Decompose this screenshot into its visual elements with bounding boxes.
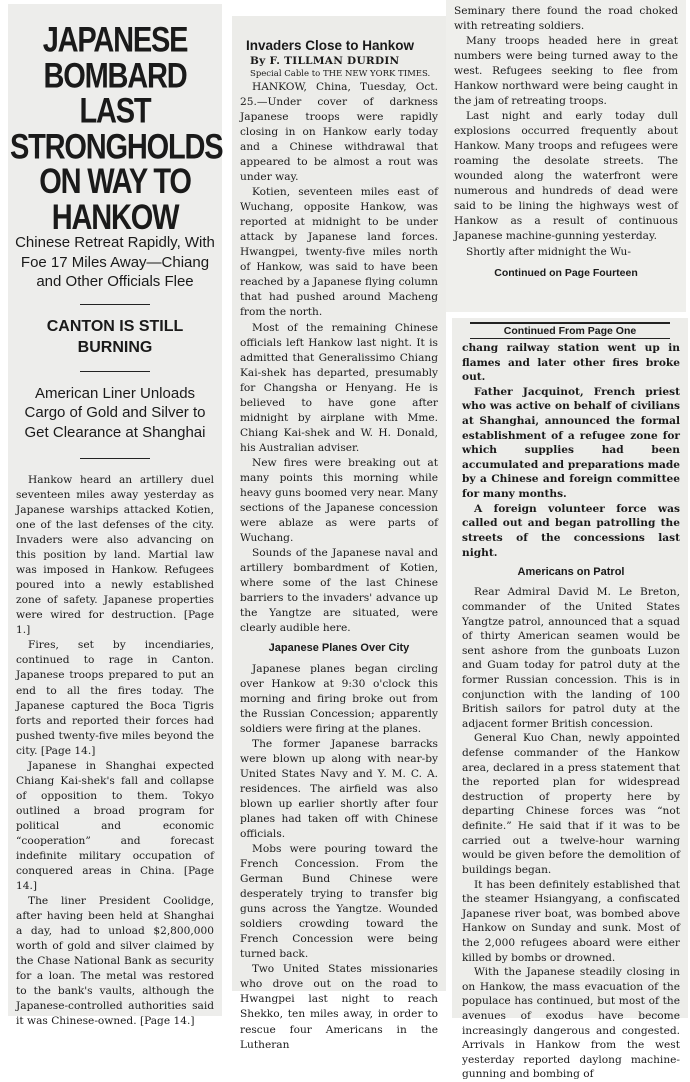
story-paragraph: Kotien, seventeen miles east of Wuchang, opposite Hankow, was reported at midnight to be under attack by Japanese land forces. Hwangpei, twenty-five miles north of Hankow, was said to have been reached by a Japanese flying column that had pushed around Macheng from the north. bbox=[240, 186, 438, 319]
subhead-planes: Japanese Planes Over City bbox=[268, 642, 410, 655]
subhead-americans-patrol: Americans on Patrol bbox=[517, 566, 625, 579]
jump-paragraph: Father Jacquinot, French priest who was active on behalf of civilians at Shanghai, announced the formal establishment of a refugee zone for which supplies had been accumulated and preparations made by a Chinese and foreign committee for many months. bbox=[462, 385, 680, 501]
jump-body bbox=[462, 341, 680, 1082]
story-paragraph: HANKOW, China, Tuesday, Oct. 25.—Under cover of darkness Japanese troops were rapidly closing in on Hankow early today and a Chinese withdrawal that appeared to be almost a rout was under way. bbox=[240, 81, 438, 184]
summary-paragraph: Hankow heard an artillery duel seventeen miles away yesterday as Japanese warships attacked Kotien, one of the last defenses of the city. Invaders were also advancing on this position by land. Martial law was imposed in Hankow. Refugees poured into a newly established zone of safety. Japanese properties were wired for destruction. [Page 1.] bbox=[16, 474, 214, 637]
story-paragraph: Seminary there found the road choked with retreating soldiers. bbox=[454, 5, 678, 33]
story-paragraph: The former Japanese barracks were blown up along with near-by United States Navy and Y. M. C. A. residences. The airfield was also blown up earlier shortly after four planes had taken off with Chinese officials. bbox=[240, 737, 438, 841]
jump-paragraph: chang railway station went up in flames and later other fires broke out. bbox=[462, 342, 680, 384]
deck-canton-burning: CANTON IS STILL BURNING bbox=[46, 317, 184, 356]
summary-paragraph: The liner President Coolidge, after having been held at Shanghai a day, had to unload $2,800,000 worth of gold and silver claimed by the Chase National Bank as security for a loan. The metal was restored to the bank's vaults, although the Japanese-controlled authorities said it was Chinese-owned. [Page 14.] bbox=[16, 894, 214, 1028]
story-paragraph: Shortly after midnight the Wu- bbox=[466, 245, 631, 258]
summary-paragraph: Japanese in Shanghai expected Chiang Kai-shek's fall and collapse of opposition to them. Tokyo outlined a broad program for political and economic “cooperation” and forecast indefinite military occupation of conquered areas in China. [Page 14.] bbox=[16, 759, 214, 892]
continued-on-line: Continued on Page Fourteen bbox=[494, 266, 638, 279]
summary-paragraph: Fires, set by incendiaries, continued to rage in Canton. Japanese troops prepared to put an end to all the fires today. The Japanese captured the Boca Tigris forts and reported their forces had pushed twenty-five miles beyond the city. [Page 14.] bbox=[16, 639, 214, 757]
story-paragraph: New fires were breaking out at many points this morning while heavy guns boomed very near. Many sections of the Japanese concession were ablaze as were parts of Wuchang. bbox=[240, 456, 438, 544]
jump-paragraph: A foreign volunteer force was called out and began patrolling the streets of the concessions last night. bbox=[462, 502, 680, 559]
story-paragraph: Japanese planes began circling over Hankow at 9:30 o'clock this morning and firing broke out from the Russian Concession; apparently soldiers were firing at the planes. bbox=[240, 662, 438, 735]
jump-page-clipping bbox=[452, 318, 688, 1081]
deck-american-liner: American Liner Unloads Cargo of Gold and Silver to Get Clearance at Shanghai bbox=[24, 384, 206, 441]
cable-credit: Special Cable to THE NEW YORK TIMES. bbox=[250, 69, 431, 79]
rule-divider bbox=[80, 304, 150, 305]
byline: By F. TILLMAN DURDIN bbox=[250, 55, 400, 67]
rule-divider bbox=[80, 371, 150, 372]
jump-paragraph: General Kuo Chan, newly appointed defense commander of the Hankow area, declared in a press statement that the reported plan for widespread destruction of property here by departing Chinese forces was “not definite.” He said that if it was to be carried out a twelve-hour warning would be given before the demolition of buildings began. bbox=[462, 732, 680, 876]
story-paragraph: Mobs were pouring toward the French Concession. From the German Bund Chinese were desperately trying to transfer big guns across the Yangtze. Wounded soldiers crowding toward the French Concession were being turned back. bbox=[240, 843, 438, 961]
story-paragraph: Last night and early today dull explosions occurred frequently about Hankow. Many troops and refugees were roaming the desolate streets. The wounded along the waterfront were numerous and hundreds of dead were said to be lining the highways west of Hankow as a result of continuous Japanese machine-gunning yesterday. bbox=[454, 110, 678, 243]
story-paragraph: Most of the remaining Chinese officials left Hankow last night. It is admitted that Generalissimo Chiang Kai-shek has departed, presumably for Changsha or Henyang. He is believed to have gone after midnight by airplane with Mme. Chiang Kai-shek and W. H. Donald, his Australian adviser. bbox=[240, 321, 438, 454]
story-headline: Invaders Close to Hankow bbox=[246, 38, 415, 53]
story-paragraph: Many troops headed here in great numbers were being turned away to the west. Refugees seeking to flee from Hankow northward were being caught in the jam of retreating troops. bbox=[454, 35, 678, 108]
deck-chinese-retreat: Chinese Retreat Rapidly, With Foe 17 Miles Away—Chiang and Other Officials Flee bbox=[15, 234, 215, 291]
story-body bbox=[240, 80, 438, 1053]
jump-paragraph: Rear Admiral David M. Le Breton, commander of the United States Yangtze patrol, announced that a squad of thirty American seamen would be sent ashore from the gunboats Luzon and Guam today for patrol duty at the former Russian concession. This is in conjunction with the landing of 100 British sailors for patrol duty at the adjacent former British concession. bbox=[462, 586, 680, 730]
jump-paragraph: It has been definitely established that the steamer Hsiangyang, a confiscated Japanese river boat, was bombed above Hankow on Sunday and sunk. Most of the 2,000 refugees aboard were either killed by bombs or drowned. bbox=[462, 878, 680, 964]
main-headline: JAPANESE BOMBARD LAST STRONGHOLDS ON WAY TO HANKOW bbox=[10, 21, 223, 238]
continued-from-header: Continued From Page One bbox=[470, 322, 670, 339]
main-headline-clipping bbox=[8, 4, 223, 1028]
continuation-body bbox=[454, 4, 678, 280]
summary-body bbox=[16, 473, 214, 1029]
story-clipping bbox=[232, 16, 446, 1051]
story-paragraph: Two United States missionaries who drove out on the road to Hwangpei last night to reach Shekko, ten miles away, in order to rescue four Americans in the Lutheran bbox=[240, 963, 438, 1051]
story-continuation-clipping bbox=[446, 0, 686, 312]
jump-paragraph: With the Japanese steadily closing in on Hankow, the mass evacuation of the populace has continued, but most of the avenues of exodus have become increasingly dangerous and congested. Arrivals in Hankow from the west yesterday reported daylong machine-gunning and bombing of bbox=[462, 966, 680, 1081]
rule-divider bbox=[80, 458, 150, 459]
story-paragraph: Sounds of the Japanese naval and artillery bombardment of Kotien, where some of the last Chinese barriers to the invaders' advance up the Yangtze are situated, were clearly audible here. bbox=[240, 546, 438, 635]
